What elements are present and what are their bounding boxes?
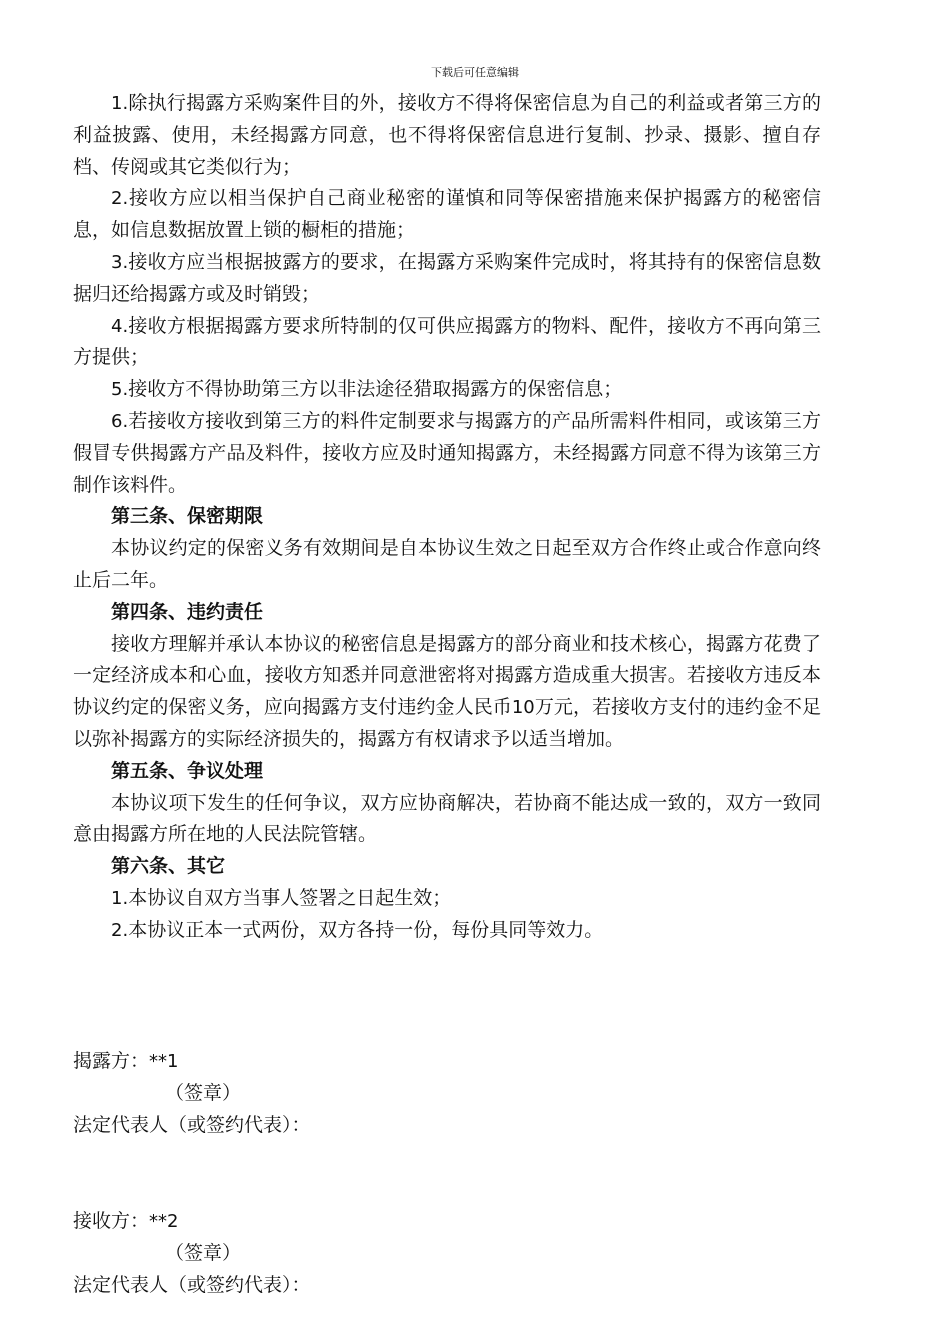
clause-2: 2.接收方应以相当保护自己商业秘密的谨慎和同等保密措施来保护揭露方的秘密信息，如信息数据放置上锁的橱柜的措施； (73, 187, 821, 242)
receiver-representative: 法定代表人（或签约代表）： (73, 1274, 311, 1296)
article5-title: 第五条、争议处理 (111, 759, 264, 782)
article3-text: 本协议约定的保密义务有效期间是自本协议生效之日起至双方合作终止或合作意向终止后二年。 (73, 537, 821, 591)
discloser-line: 揭露方：**1 (73, 1050, 179, 1072)
clause-5: 5.接收方不得协助第三方以非法途径猎取揭露方的保密信息； (111, 378, 623, 401)
clause-4: 4.接收方根据揭露方要求所特制的仅可供应揭露方的物料、配件，接收方不再向第三方提供； (73, 314, 821, 369)
discloser-representative: 法定代表人（或签约代表）： (73, 1114, 311, 1136)
clause-1: 1.除执行揭露方采购案件目的外，接收方不得将保密信息为自己的利益或者第三方的利益披露、使用，未经揭露方同意，也不得将保密信息进行复制、抄录、摄影、擅自存档、传阅或其它类似行为； (73, 92, 821, 178)
article6-item-2: 2.本协议正本一式两份，双方各持一份，每份具同等效力。 (111, 918, 604, 941)
article5-text: 本协议项下发生的任何争议，双方应协商解决，若协商不能达成一致的，双方一致同意由揭露方所在地的人民法院管辖。 (73, 791, 821, 846)
clause-6: 6.若接收方接收到第三方的料件定制要求与揭露方的产品所需料件相同，或该第三方假冒专供揭露方产品及料件，接收方应及时通知揭露方，未经揭露方同意不得为该第三方制作该料件。 (73, 409, 821, 496)
header-note: 下载后可任意编辑 (431, 66, 519, 79)
receiver-name: **2 (149, 1211, 179, 1232)
receiver-stamp: （签章） (165, 1242, 242, 1264)
article6-title: 第六条、其它 (111, 855, 226, 878)
document-body (73, 88, 821, 947)
article6-item-1: 1.本协议自双方当事人签署之日起生效； (111, 886, 452, 909)
clause-3: 3.接收方应当根据披露方的要求，在揭露方采购案件完成时，将其持有的保密信息数据归还给揭露方或及时销毁； (73, 250, 821, 305)
article3-title: 第三条、保密期限 (111, 505, 264, 528)
article4-title: 第四条、违约责任 (111, 600, 264, 623)
penalty-amount: 10 (511, 697, 535, 719)
discloser-stamp: （签章） (165, 1082, 242, 1104)
receiver-line: 接收方：**2 (73, 1210, 179, 1232)
article4-text: 接收方理解并承认本协议的秘密信息是揭露方的部分商业和技术核心，揭露方花费了一定经济成本和心血，接收方知悉并同意泄密将对揭露方造成重大损害。若接收方违反本协议约定的保密义务，应向揭露方支付违约金人民币10万元，若接收方支付的违约金不足以弥补揭露方的实际经济损失的，揭露方有权请求予以适当增加。 (73, 632, 821, 750)
discloser-name: **1 (149, 1051, 179, 1072)
